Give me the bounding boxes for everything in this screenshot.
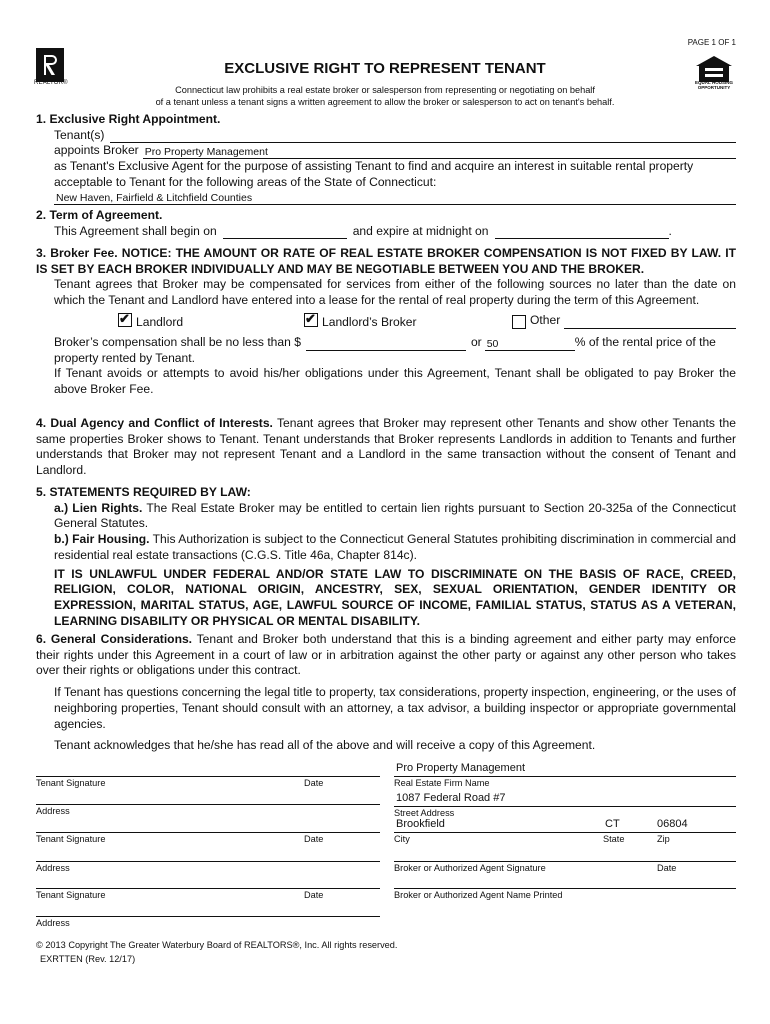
firm-name-label: Real Estate Firm Name bbox=[394, 778, 490, 788]
checkmark-icon: ✔ bbox=[305, 310, 316, 326]
copyright-text: © 2013 Copyright The Greater Waterbury Board of REALTORS®, Inc. All rights reserved. bbox=[36, 940, 398, 950]
landlord-label: Landlord bbox=[136, 314, 184, 329]
fair-housing-text: This Authorization is subject to the Connecticut General Statutes prohibiting discrimination in commercial and residential real estate transactions (C.G.S. Title 46a, Chapter 814c). bbox=[54, 532, 736, 562]
expire-label: and expire at midnight on bbox=[352, 223, 489, 238]
section-exclusive-right bbox=[36, 112, 736, 205]
intro-line-1: Connecticut law prohibits a real estate broker or salesperson from representing or negotiating on behalf bbox=[175, 85, 595, 95]
page-number: PAGE 1 OF 1 bbox=[687, 38, 736, 47]
broker-name-printed-label: Broker or Authorized Agent Name Printed bbox=[394, 890, 563, 900]
other-field[interactable] bbox=[564, 315, 736, 329]
term-end-punct: . bbox=[668, 223, 672, 238]
tenant-signature-label-2: Tenant Signature bbox=[36, 834, 106, 844]
checkmark-icon: ✔ bbox=[119, 310, 130, 326]
begin-date-field[interactable] bbox=[223, 225, 347, 239]
broker-fee-text: Tenant agrees that Broker may be compensated for services from either of the following sources no later than the date on which the Tenant and Landlord have entered into a lease for the rental of real property during the term of this Agreement. bbox=[54, 277, 736, 308]
state-label: State bbox=[603, 834, 625, 844]
date-label-3: Date bbox=[304, 890, 324, 900]
city-state-zip-line bbox=[394, 832, 736, 833]
compensation-amount-field[interactable] bbox=[306, 337, 466, 351]
address-line-2[interactable] bbox=[36, 861, 380, 862]
city-value[interactable]: Brookfield bbox=[396, 818, 445, 830]
section-broker-fee bbox=[36, 246, 736, 398]
form-code: EXRTTEN (Rev. 12/17) bbox=[40, 954, 136, 964]
property-rented-text: property rented by Tenant. bbox=[54, 350, 195, 365]
lien-rights-text: The Real Estate Broker may be entitled to certain lien rights pursuant to Section 20-325a of the Connecticut General Statutes. bbox=[54, 500, 736, 531]
broker-signature-line[interactable] bbox=[394, 861, 736, 862]
address-label-3: Address bbox=[36, 918, 70, 928]
percent-label: % of the rental price of the bbox=[574, 334, 716, 349]
address-label-2: Address bbox=[36, 863, 70, 873]
landlord-broker-checkbox[interactable] bbox=[304, 310, 318, 327]
begin-label: This Agreement shall begin on bbox=[54, 223, 217, 238]
broker-signature-label: Broker or Authorized Agent Signature bbox=[394, 863, 546, 873]
broker-label: appoints Broker bbox=[54, 143, 139, 158]
landlord-checkbox[interactable] bbox=[118, 310, 132, 327]
address-line-3[interactable] bbox=[36, 916, 380, 917]
address-line-1[interactable] bbox=[36, 804, 380, 805]
fair-housing-label: b.) Fair Housing. bbox=[54, 532, 150, 547]
section-5-heading: 5. STATEMENTS REQUIRED BY LAW: bbox=[36, 485, 251, 499]
section-statements bbox=[36, 485, 736, 629]
tenant-label: Tenant(s) bbox=[54, 127, 105, 142]
equal-housing-text: EQUAL HOUSING OPPORTUNITY bbox=[695, 80, 733, 90]
acknowledgement-text: Tenant acknowledges that he/she has read all of the above and will receive a copy of this Agreement. bbox=[54, 738, 596, 753]
document-title: EXCLUSIVE RIGHT TO REPRESENT TENANT bbox=[224, 60, 546, 77]
compensation-label: Broker’s compensation shall be no less than $ bbox=[54, 334, 301, 349]
realtor-logo-text: REALTOR® bbox=[34, 80, 68, 86]
zip-label: Zip bbox=[657, 834, 670, 844]
street-address-value[interactable]: 1087 Federal Road #7 bbox=[396, 792, 506, 804]
landlord-broker-option[interactable] bbox=[304, 310, 417, 331]
date-label-2: Date bbox=[304, 834, 324, 844]
tenant-signature-line-2[interactable] bbox=[36, 832, 380, 833]
tenant-signature-label-3: Tenant Signature bbox=[36, 890, 106, 900]
date-label-1: Date bbox=[304, 778, 324, 788]
zip-value[interactable]: 06804 bbox=[657, 818, 688, 830]
tenant-signature-label-1: Tenant Signature bbox=[36, 778, 106, 788]
other-checkbox[interactable] bbox=[512, 315, 526, 329]
tenant-name-field[interactable] bbox=[110, 129, 736, 143]
other-label: Other bbox=[530, 312, 561, 327]
section-2-heading: 2. Term of Agreement. bbox=[36, 208, 163, 222]
expire-date-field[interactable] bbox=[495, 225, 669, 239]
or-label: or bbox=[470, 334, 482, 349]
percent-field[interactable]: 50 bbox=[485, 337, 575, 351]
section-3-heading: 3. Broker Fee. NOTICE: THE AMOUNT OR RATE OF REAL ESTATE BROKER COMPENSATION IS NOT FIXED BY LAW. IT IS SET BY EACH BROKER INDIVIDUALLY AND MAY BE NEGOTIABLE BETWEEN YOU AND THE BROKER. bbox=[36, 246, 736, 276]
intro-text bbox=[60, 84, 710, 108]
address-label-1: Address bbox=[36, 806, 70, 816]
areas-intro-text: acceptable to Tenant for the following areas of the State of Connecticut: bbox=[54, 174, 437, 189]
tenant-questions-text: If Tenant has questions concerning the legal title to property, tax considerations, property inspection, engineering, or the uses of neighboring properties, Tenant should consult with an attorney, a tax advisor, a building inspector or appropriate governmental agencies. bbox=[54, 685, 736, 731]
avoid-obligation-text: If Tenant avoids or attempts to avoid his/her obligations under this Agreement, Tenant shall be obligated to pay Broker the above Broker Fee. bbox=[54, 366, 736, 396]
broker-date-label: Date bbox=[657, 863, 677, 873]
street-address-label: Street Address bbox=[394, 808, 455, 818]
landlord-broker-label: Landlord’s Broker bbox=[322, 314, 417, 329]
tenant-signature-line-1[interactable] bbox=[36, 776, 380, 777]
landlord-option[interactable] bbox=[118, 310, 184, 331]
state-value[interactable]: CT bbox=[605, 818, 620, 830]
agent-purpose-text: as Tenant's Exclusive Agent for the purpose of assisting Tenant to find and acquire an interest in suitable rental property bbox=[54, 159, 694, 174]
section-dual-agency bbox=[36, 416, 736, 479]
broker-name-line[interactable] bbox=[394, 888, 736, 889]
street-address-line bbox=[394, 806, 736, 807]
general-considerations-text: Tenant and Broker both understand that this is a binding agreement and either party may enforce their rights under this Agreement in a court of law or in arbitration against the other party or against any other person who takes over their rights or obligations under this contract. bbox=[36, 632, 736, 678]
section-1-heading: 1. Exclusive Right Appointment. bbox=[36, 112, 221, 126]
unlawful-discrimination-text: IT IS UNLAWFUL UNDER FEDERAL AND/OR STATE LAW TO DISCRIMINATE ON THE BASIS OF RACE, CREED, RELIGION, COLOR, NATIONAL ORIGIN, ANCESTRY, SEX, SEXUAL ORIENTATION, GENDER IDENTITY OR EXPRESSION, MARITAL STATUS, AGE, LAWFUL SOURCE OF INCOME, FAMILIAL STATUS, STATUS AS A VETERAN, LEARNING DISABILITY OR PHYSICAL OR MENTAL DISABILITY. bbox=[54, 566, 736, 628]
section-term bbox=[36, 208, 736, 239]
firm-name-line bbox=[394, 776, 736, 777]
tenant-signature-line-3[interactable] bbox=[36, 888, 380, 889]
section-4-heading: 4. Dual Agency and Conflict of Interests. bbox=[36, 416, 273, 430]
city-label: City bbox=[394, 834, 410, 844]
areas-field[interactable]: New Haven, Fairfield & Litchfield Counties bbox=[54, 191, 736, 205]
lien-rights-label: a.) Lien Rights. bbox=[54, 500, 143, 515]
section-6-heading: 6. General Considerations. bbox=[36, 632, 193, 646]
section-general-considerations bbox=[36, 632, 736, 754]
broker-name-field[interactable]: Pro Property Management bbox=[143, 145, 736, 159]
firm-name-value[interactable]: Pro Property Management bbox=[396, 762, 526, 774]
dual-agency-text: Tenant agrees that Broker may represent other Tenants and show other Tenants the same properties Broker shows to Tenant. Tenant understands that Broker represents Landlords in addition to Tenants and further understands that Broker may not represent Tenant and a Landlord in the same transaction without the consent of Tenant and Landlord. bbox=[36, 416, 736, 478]
footer bbox=[36, 938, 397, 966]
intro-line-2: of a tenant unless a tenant signs a written agreement to allow the broker or salesperson to act on tenant's behalf. bbox=[155, 97, 615, 107]
other-option[interactable] bbox=[512, 313, 736, 329]
